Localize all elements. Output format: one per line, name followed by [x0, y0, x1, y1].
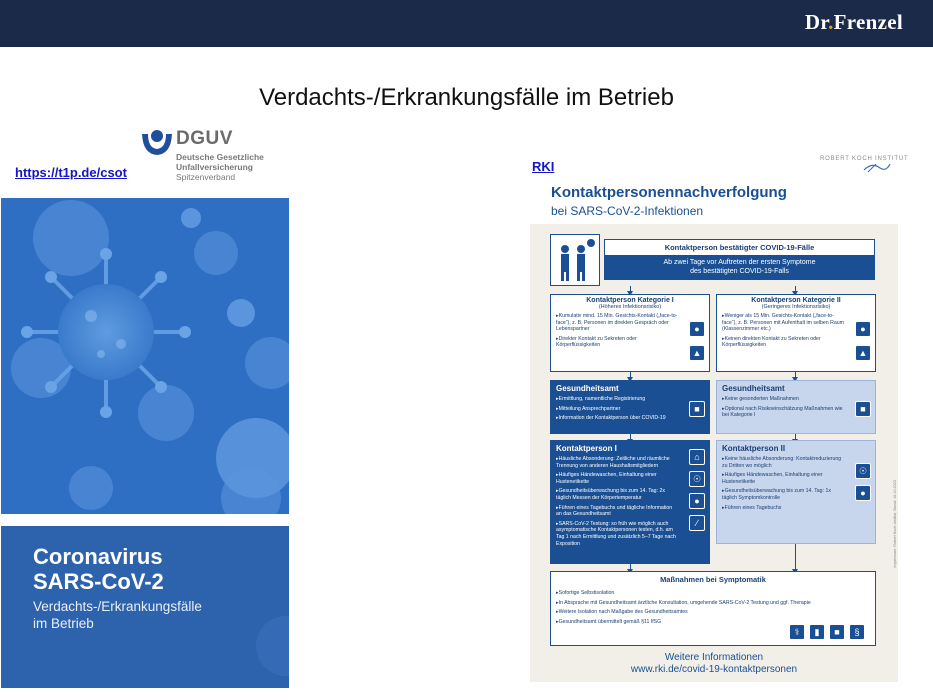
contact-person-1-box: Kontaktperson I ▸ Häusliche Absonderung: Zeitliche und räumliche Trennung von anderen Haushaltsmitgliedern ▸ Häufiges Händewaschen, Einhaltung einer Hustenetikette ▸ Gesundheitsüberwachung bis zum 14. Tag: 2x täglich Messen der Körpertemperatur ▸ Führen eines Tagebuchs und tägliche Information an das Gesundheitsamt ▸ SARS-CoV-2 Testung: so früh wie möglich auch asymptomatische Kontaktpersonen testen, d.h. am Tag 1 nach Ermittlung und zusätzlich 5–7 Tage nach Exposition ⌂ ☉ ● ∕ — [550, 440, 710, 564]
droplet-icon: ▲ — [689, 345, 705, 361]
rki-link[interactable]: RKI — [532, 159, 555, 174]
rki-poster — [530, 224, 898, 682]
droplet-icon: ▲ — [855, 345, 871, 361]
dguv-logo — [140, 128, 300, 186]
rki-title: Kontaktpersonennachverfolgung — [551, 184, 787, 201]
arrow — [795, 544, 796, 570]
dguv-line1: Deutsche Gesetzliche — [176, 152, 264, 162]
top-box: Kontaktperson bestätigter COVID-19-Fälle Ab zwei Tage vor Auftreten der ersten Symptome des bestätigten COVID-19-Falls — [604, 239, 875, 280]
poster-side-note: Impressum: Robert Koch-Institut, Stand: 16.10.2020 — [893, 480, 897, 568]
cover-subtitle: Verdachts-/Erkrankungsfälle im Betrieb — [33, 599, 202, 631]
header-bar — [0, 0, 933, 47]
health-office-1-box: Gesundheitsamt ▸ Ermittlung, namentliche Registrierung ▸ Mitteilung Ansprechpartner ▸ Information der Kontaktperson über COVID-19 ■ — [550, 380, 710, 434]
office-worker-icon: ■ — [689, 401, 705, 417]
handwash-icon: ☉ — [855, 463, 871, 479]
face-contact-icon: ● — [855, 321, 871, 337]
slide-title: Verdachts-/Erkrankungsfälle im Betrieb — [259, 84, 674, 111]
arrow — [630, 372, 631, 378]
top-section — [550, 234, 875, 286]
virus-illustration-icon — [1, 198, 289, 514]
law-icon: § — [849, 624, 865, 640]
cough-icon: ● — [689, 493, 705, 509]
arrow — [795, 286, 796, 292]
dguv-emblem-icon — [140, 128, 174, 158]
category-1-box: Kontaktperson Kategorie I (Höheres Infektionsrisiko) ▸ Kumulativ mind. 15 Min. Gesichts-Kontakt („face-to-face“), z. B. Personen im direkten Gespräch oder Lebenspartner ▸ Direkter Kontakt zu Sekreten oder Körperflüssigkeiten ● ▲ — [550, 294, 710, 372]
handwash-icon: ☉ — [689, 471, 705, 487]
dguv-line3: Spitzenverband — [176, 172, 236, 182]
arrow — [630, 286, 631, 292]
arrow — [630, 564, 631, 570]
dguv-link[interactable]: https://t1p.de/csot — [15, 165, 127, 180]
dguv-line2: Unfallversicherung — [176, 162, 253, 172]
health-office-2-box: Gesundheitsamt ▸ Keine gesonderten Maßnahmen ▸ Optional nach Risikoeinschätzung Maßnahmen wie bei Kategorie I ■ — [716, 380, 876, 434]
dguv-cover-image — [1, 198, 289, 514]
poster-footer: Weitere Informationen www.rki.de/covid-19-kontaktpersonen — [630, 652, 798, 675]
thermometer-icon: ∕ — [689, 515, 705, 531]
rki-emblem-icon — [862, 162, 892, 174]
doctor-icon: ⚕ — [789, 624, 805, 640]
category-2-box: Kontaktperson Kategorie II (Geringeres Infektionsrisiko) ▸ Weniger als 15 Min. Gesichts-Kontakt („face-to-face“), z. B. Personen mit Aufenthalt im selben Raum (Klassenzimmer etc.) ▸ Keinen direkten Kontakt zu Sekreten oder Körperflüssigkeiten ● ▲ — [716, 294, 876, 372]
test-icon: ▮ — [809, 624, 825, 640]
cover-title: Coronavirus SARS-CoV-2 — [33, 544, 164, 594]
cough-icon: ● — [855, 485, 871, 501]
office-worker-icon: ■ — [855, 401, 871, 417]
rki-logo: ROBERT KOCH INSTITUT — [820, 156, 908, 176]
home-icon: ⌂ — [689, 449, 705, 465]
symptoms-box: Maßnahmen bei Symptomatik ▸ Sofortige Selbstisolation ▸ In Absprache mit Gesundheitsamt ärztliche Konsultation, umgehende SARS-CoV-2 Testung und ggf. Therapie ▸ Weitere Isolation nach Maßgabe des Gesundheitsamtes ▸ Gesundheitsamt übermittelt gemäß §11 IfSG ⚕ ▮ ■ § — [550, 571, 876, 646]
dguv-cover-title-panel — [1, 526, 289, 688]
face-contact-icon: ● — [689, 321, 705, 337]
contact-people-icon — [550, 234, 600, 286]
dguv-name: DGUV — [176, 128, 233, 149]
cover-decoration-icon — [1, 526, 289, 688]
brand-logo: Dr.Frenzel — [804, 10, 903, 34]
contact-person-2-box: Kontaktperson II ▸ Keine häusliche Absonderung: Kontaktreduzierung zu Dritten wo möglich ▸ Häufiges Händewaschen, Einhaltung einer Hustenetikette ▸ Gesundheitsüberwachung bis zum 14. Tag: 1x täglich Symptomkontrolle ▸ Führen eines Tagebuchs ☉ ● — [716, 440, 876, 544]
isolation-icon: ■ — [829, 624, 845, 640]
rki-subtitle: bei SARS-CoV-2-Infektionen — [551, 204, 704, 218]
arrow — [795, 372, 796, 378]
